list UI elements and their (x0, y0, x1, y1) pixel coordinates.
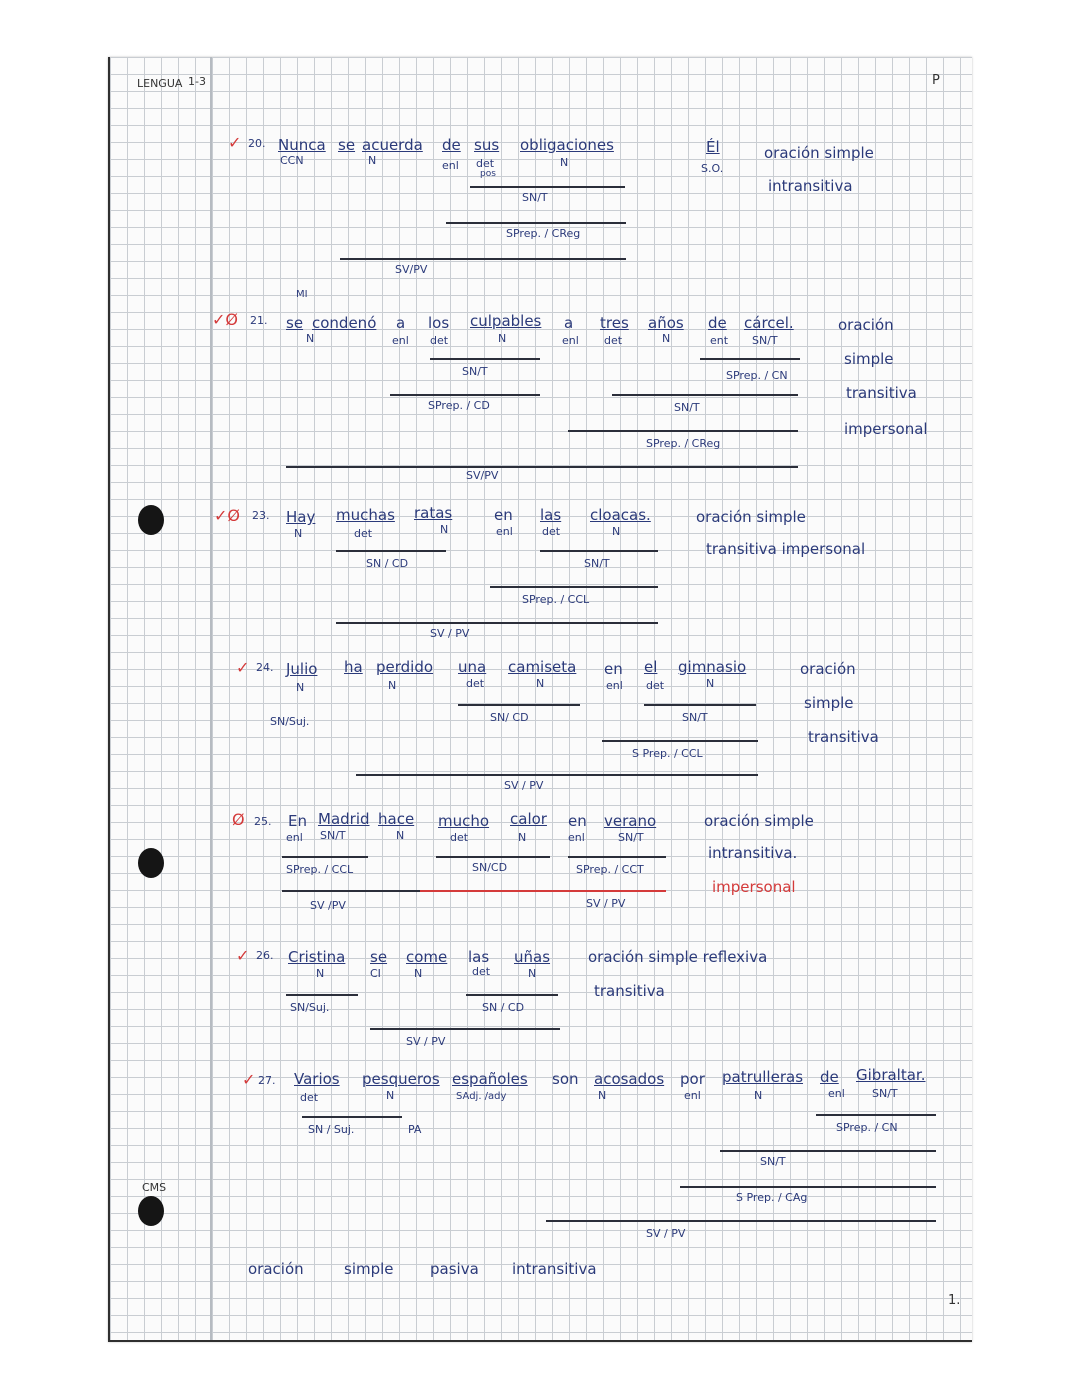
bracket-line (370, 1028, 560, 1030)
word-tag: N (316, 967, 325, 980)
group-label: SV / PV (430, 627, 470, 640)
word: años (648, 314, 684, 332)
word-tag: enl (496, 525, 513, 538)
word: ratas (414, 504, 453, 522)
word: condenó (312, 314, 377, 332)
word-tag: enl (606, 679, 623, 692)
margin-line (210, 57, 212, 1340)
word: por (680, 1070, 705, 1088)
word: a (564, 314, 574, 332)
group-label: SN/T (462, 365, 488, 378)
word-tag: N (560, 156, 569, 169)
classification: transitiva impersonal (706, 540, 866, 558)
group-label: SPrep. / CCT (576, 863, 644, 876)
group-label: SV / PV (586, 897, 626, 910)
word-tag: MI (296, 289, 308, 300)
word-tag: N (528, 967, 537, 980)
bracket-line (336, 550, 446, 552)
word-tag: det (476, 157, 495, 170)
bracket-line (390, 394, 540, 396)
bracket-line (568, 856, 666, 858)
corner-mark: P (932, 73, 940, 88)
classification: oración (838, 316, 894, 334)
bracket-line (286, 466, 798, 468)
classification: simple (844, 350, 894, 368)
word-tag: det (300, 1091, 319, 1104)
word-tag: CI (370, 967, 381, 980)
elided-subject: Él (706, 138, 720, 156)
word-tag: enl (684, 1089, 701, 1102)
word: las (540, 506, 562, 524)
bracket-line (612, 394, 798, 396)
word: se (338, 136, 356, 154)
word: Cristina (288, 948, 346, 966)
classification: intransitiva (512, 1260, 597, 1278)
subject-label: LENGUA (137, 77, 183, 90)
word: Hay (286, 508, 316, 526)
group-label: SV / PV (646, 1227, 686, 1240)
group-label: S Prep. / CCL (632, 747, 703, 760)
word: de (708, 314, 727, 332)
group-label: S Prep. / CAg (736, 1191, 808, 1204)
bracket-line (458, 704, 580, 706)
punch-hole (138, 848, 164, 878)
word: se (286, 314, 304, 332)
bracket-line (430, 358, 540, 360)
bracket-line (540, 550, 658, 552)
check-mark: ✓Ø (212, 310, 238, 329)
word: de (820, 1068, 839, 1086)
word: las (468, 948, 490, 966)
group-label: SPrep. / CReg (506, 227, 581, 240)
check-mark: Ø (232, 810, 245, 829)
group-label: PA (408, 1123, 422, 1136)
word: obligaciones (520, 136, 614, 154)
word-tag: CCN (280, 154, 304, 167)
bracket-line (568, 430, 798, 432)
word: Madrid (318, 810, 370, 828)
word: perdido (376, 658, 434, 676)
group-label: SV/PV (466, 469, 499, 482)
word-tag: SN/T (752, 334, 778, 347)
exercise-number: 27. (258, 1074, 276, 1087)
bracket-line (356, 774, 758, 776)
word-tag: N (498, 332, 507, 345)
group-label: SN/Suj. (290, 1001, 330, 1014)
group-label: SN/CD (472, 861, 508, 874)
group-label: SN/T (682, 711, 708, 724)
bracket-line (700, 358, 800, 360)
bracket-line (644, 704, 756, 706)
group-label: SV /PV (310, 899, 346, 912)
group-label: SPrep. / CCL (522, 593, 590, 606)
word-tag: det (450, 831, 469, 844)
word-tag: N (706, 677, 715, 690)
word-tag: det (466, 677, 485, 690)
group-label: SN/T (674, 401, 700, 414)
word: pesqueros (362, 1070, 440, 1088)
word-tag: enl (442, 159, 459, 172)
classification: oración simple (696, 508, 806, 526)
bracket-line (436, 856, 550, 858)
classification: pasiva (430, 1260, 479, 1278)
word-tag: N (518, 831, 527, 844)
word-tag: ent (710, 334, 729, 347)
word-tag: det (354, 527, 373, 540)
group-label: SPrep. / CN (836, 1121, 898, 1134)
word: verano (604, 812, 657, 830)
check-mark: ✓ (236, 946, 250, 965)
check-mark: ✓Ø (214, 506, 240, 525)
bracket-line (340, 258, 626, 260)
word: el (644, 658, 658, 676)
group-label: SPrep. / CN (726, 369, 788, 382)
bracket-line (680, 1186, 936, 1188)
word: patrulleras (722, 1068, 804, 1086)
footer-initials: CMS (142, 1181, 167, 1194)
word: Gibraltar. (856, 1066, 926, 1084)
elided-subject-tag: S.O. (701, 162, 724, 175)
bracket-line (286, 994, 358, 996)
word: cárcel. (744, 314, 794, 332)
word: En (288, 812, 307, 830)
page-number: 1. (948, 1293, 961, 1308)
group-label: SN / CD (366, 557, 409, 570)
word: come (406, 948, 448, 966)
exercise-number: 21. (250, 314, 268, 327)
word: calor (510, 810, 547, 828)
classification: impersonal (844, 420, 928, 438)
word: culpables (470, 312, 542, 330)
word: en (568, 812, 587, 830)
word: sus (474, 136, 500, 154)
word: en (604, 660, 623, 678)
word-tag: det (472, 965, 491, 978)
group-label: 1-3 (188, 75, 206, 88)
word-tag: N (754, 1089, 763, 1102)
word: españoles (452, 1070, 528, 1088)
word: Julio (286, 660, 318, 678)
bracket-line (466, 994, 558, 996)
word-tag: det (604, 334, 623, 347)
punch-hole (138, 505, 164, 535)
word: acuerda (362, 136, 423, 154)
word-tag: N (368, 154, 377, 167)
group-label: SPrep. / CCL (286, 863, 354, 876)
group-label: SN/Suj. (270, 715, 310, 728)
check-mark: ✓ (228, 133, 242, 152)
classification: oración simple (704, 812, 814, 830)
word-tag: N (388, 679, 397, 692)
group-label: SV/PV (395, 263, 428, 276)
check-mark: ✓ (242, 1070, 256, 1089)
group-label: SV / PV (504, 779, 544, 792)
classification-correction: impersonal (712, 878, 796, 896)
word-tag: pos (480, 169, 496, 179)
word-tag: enl (568, 831, 585, 844)
group-label: SN/T (584, 557, 610, 570)
word: una (458, 658, 487, 676)
exercise-number: 26. (256, 949, 274, 962)
classification: simple (804, 694, 854, 712)
bracket-line (470, 186, 625, 188)
word-tag: N (598, 1089, 607, 1102)
classification: intransitiva (768, 177, 853, 195)
word: muchas (336, 506, 395, 524)
exercise-number: 25. (254, 815, 272, 828)
bracket-line (546, 1220, 936, 1222)
word: son (552, 1070, 579, 1088)
word: Varios (294, 1070, 340, 1088)
word-tag: N (306, 332, 315, 345)
bracket-line (302, 1116, 402, 1118)
word-tag: SN/T (872, 1087, 898, 1100)
word-tag: N (396, 829, 405, 842)
word: cloacas. (590, 506, 651, 524)
bracket-line-correction (420, 890, 666, 892)
word-tag: N (296, 681, 305, 694)
bracket-line (282, 856, 368, 858)
exercise-number: 20. (248, 137, 266, 150)
word-tag: enl (286, 831, 303, 844)
group-label: SN/T (760, 1155, 786, 1168)
word: acosados (594, 1070, 665, 1088)
classification: oración simple (764, 144, 874, 162)
word-tag: N (612, 525, 621, 538)
group-label: SN/ CD (490, 711, 529, 724)
word-tag: SN/T (618, 831, 644, 844)
group-label: SPrep. / CD (428, 399, 490, 412)
word: de (442, 136, 461, 154)
exercise-number: 23. (252, 509, 270, 522)
word-tag: SN/T (320, 829, 346, 842)
punch-hole (138, 1196, 164, 1226)
classification: intransitiva. (708, 844, 798, 862)
classification: transitiva (846, 384, 917, 402)
bracket-line (816, 1114, 936, 1116)
word-tag: N (662, 332, 671, 345)
word-tag: enl (392, 334, 409, 347)
word: camiseta (508, 658, 577, 676)
classification: oración (800, 660, 856, 678)
word-tag: N (414, 967, 423, 980)
bracket-line (602, 740, 758, 742)
word: a (396, 314, 406, 332)
bracket-line (336, 622, 658, 624)
group-label: SN/T (522, 191, 548, 204)
classification: transitiva (594, 982, 665, 1000)
word-tag: det (646, 679, 665, 692)
word: mucho (438, 812, 490, 830)
word-tag: N (386, 1089, 395, 1102)
word: tres (600, 314, 629, 332)
classification: oración (248, 1260, 304, 1278)
check-mark: ✓ (236, 658, 250, 677)
word-tag: det (430, 334, 449, 347)
word-tag: det (542, 525, 561, 538)
word-tag: SAdj. /ady (456, 1091, 507, 1102)
word-tag: enl (828, 1087, 845, 1100)
word: uñas (514, 948, 551, 966)
group-label: SN / Suj. (308, 1123, 355, 1136)
bracket-line (720, 1150, 936, 1152)
word-tag: enl (562, 334, 579, 347)
word-tag: N (440, 523, 449, 536)
group-label: SV / PV (406, 1035, 446, 1048)
exercise-number: 24. (256, 661, 274, 674)
classification: transitiva (808, 728, 879, 746)
word: ha (344, 658, 363, 676)
classification: simple (344, 1260, 394, 1278)
bracket-line (446, 222, 626, 224)
word: hace (378, 810, 415, 828)
word: los (428, 314, 450, 332)
word-tag: N (536, 677, 545, 690)
word: gimnasio (678, 658, 747, 676)
group-label: SN / CD (482, 1001, 525, 1014)
bracket-line (282, 890, 422, 892)
classification: oración simple reflexiva (588, 948, 768, 966)
word: Nunca (278, 136, 326, 154)
word: se (370, 948, 388, 966)
word: en (494, 506, 513, 524)
word-tag: N (294, 527, 303, 540)
bracket-line (490, 586, 658, 588)
group-label: SPrep. / CReg (646, 437, 721, 450)
